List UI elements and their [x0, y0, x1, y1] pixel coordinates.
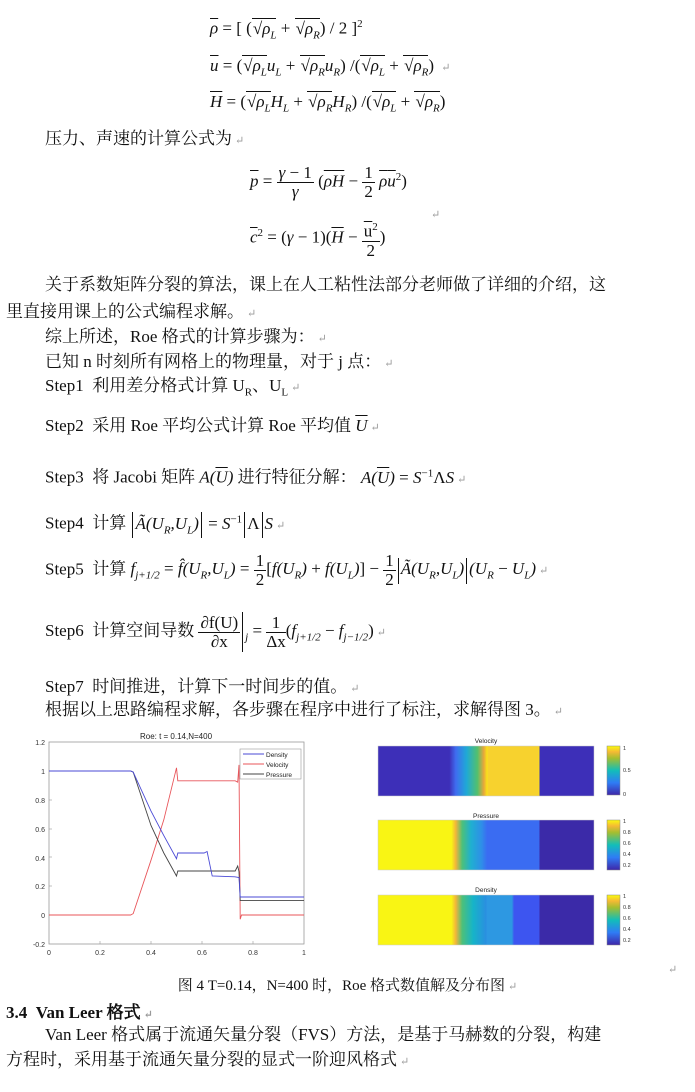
- step-3: Step3 将 Jacobi 矩阵 $A(\overline{U})$ 进行特征分解： $A(\overline{U}) = S^{-1}\Lambda S$ ↵: [45, 467, 467, 487]
- equation-H-bar: $\overline{H}$ = ( √ $\rho_LH_L$ + √ $\rho_RH_R$) /( √ $\rho_L$ + √ $\rho_R$): [210, 92, 445, 114]
- return-mark: ↵: [441, 62, 451, 74]
- y-axis-ticks: [33, 740, 45, 949]
- svg-text:0.4: 0.4: [35, 856, 45, 863]
- legend-pressure: Pressure: [266, 772, 293, 779]
- section-heading: 3.4 Van Leer 格式 ↵: [6, 1003, 153, 1022]
- colorbar-pressure: [607, 819, 631, 870]
- step-4: Step4 计算 $Ã(U_R,U_L) = S^{-1}$ Λ S ↵: [45, 513, 286, 537]
- svg-text:0.2: 0.2: [95, 950, 105, 957]
- svg-text:-0.2: -0.2: [32, 942, 45, 949]
- equation-p-bar: $\overline{p}$ = $\frac{\gamma - 1}{\gamma}$ ($\overline{\rho}\overline{H}$ − $\frac{1}{2}$ $\overline{\rho}\overline{u}^2$): [250, 163, 407, 201]
- chart-title: Roe: t = 0.14,N=400: [139, 732, 213, 741]
- roe-line-chart: [0, 728, 330, 960]
- svg-text:0.4: 0.4: [623, 927, 631, 933]
- svg-text:0: 0: [623, 792, 627, 798]
- return-mark: ↵: [431, 209, 441, 221]
- svg-text:0.4: 0.4: [623, 852, 631, 858]
- svg-text:1: 1: [623, 746, 627, 752]
- svg-text:1.2: 1.2: [35, 740, 45, 747]
- step-2: Step2 采用 Roe 平均公式计算 Roe 平均值 $\overline{U}$ ↵: [45, 416, 380, 435]
- colorbar-velocity: [607, 746, 631, 798]
- svg-text:0.4: 0.4: [146, 950, 156, 957]
- paragraph-vanleer-line1: Van Leer 格式属于流通矢量分裂（FVS）方法，是基于马赫数的分裂，构建: [45, 1025, 602, 1044]
- svg-text:1: 1: [302, 950, 306, 957]
- figure-caption: 图 4 T=0.14，N=400 时，Roe 格式数值解及分布图 ↵: [177, 978, 518, 994]
- svg-text:0.8: 0.8: [623, 905, 631, 911]
- heatmap-pressure: [378, 813, 594, 870]
- paragraph-result: 根据以上思路编程求解，各步骤在程序中进行了标注，求解得图 3。 ↵: [45, 700, 563, 719]
- svg-text:0: 0: [47, 950, 51, 957]
- heatmaps-figure: [370, 728, 660, 953]
- step-1: Step1 利用差分格式计算 $U_R$、$U_L$ ↵: [45, 376, 301, 399]
- svg-text:0.8: 0.8: [35, 798, 45, 805]
- paragraph-split-line1: 关于系数矩阵分裂的算法，课上在人工粘性法部分老师做了详细的介绍，这: [45, 275, 606, 294]
- return-mark: ↵: [668, 964, 678, 976]
- svg-text:1: 1: [41, 769, 45, 776]
- x-axis-ticks: [47, 950, 306, 957]
- equation-u-bar: $\overline{u}$ = ( √ $\rho_Lu_L$ + √ $\rho_Ru_R$) /( √ $\rho_L$ + √ $\rho_R$) ↵: [210, 56, 451, 78]
- svg-text:0: 0: [41, 913, 45, 920]
- paragraph-split-line2: 里直接用课上的公式编程求解。 ↵: [6, 302, 257, 321]
- paragraph-known: 已知 n 时刻所有网格上的物理量，对于 j 点： ↵: [45, 352, 394, 371]
- svg-text:0.6: 0.6: [623, 841, 631, 847]
- heatmap-density: [378, 887, 594, 945]
- legend-velocity: Velocity: [266, 762, 289, 769]
- step-6: Step6 计算空间导数 $\frac{\partial f(U)}{\partial x}$ $_j$ = $\frac{1}{\Delta x}$ $(f_{j+1/2} - f_{j-1/2})$ ↵: [45, 612, 386, 651]
- step-7: Step7 时间推进，计算下一时间步的值。 ↵: [45, 677, 360, 696]
- svg-text:0.6: 0.6: [623, 916, 631, 922]
- svg-text:1: 1: [623, 894, 627, 900]
- svg-text:0.6: 0.6: [35, 827, 45, 834]
- svg-text:0.5: 0.5: [623, 768, 631, 774]
- svg-text:Density: Density: [475, 887, 497, 894]
- svg-text:0.2: 0.2: [623, 938, 631, 944]
- legend-density: Density: [266, 752, 288, 759]
- svg-text:0.2: 0.2: [35, 884, 45, 891]
- svg-text:0.6: 0.6: [197, 950, 207, 957]
- paragraph-vanleer-line2: 方程时，采用基于流通矢量分裂的显式一阶迎风格式 ↵: [6, 1050, 410, 1069]
- svg-text:0.8: 0.8: [248, 950, 258, 957]
- paragraph-summary: 综上所述，Roe 格式的计算步骤为： ↵: [45, 327, 327, 346]
- svg-text:Pressure: Pressure: [472, 813, 500, 820]
- step-5: Step5 计算 $f_{j+1/2}$ = $f̂(U_R,U_L)$ = $\frac{1}{2}$ $[f(U_R) + f(U_L)]$ − $\frac{1}{2}$ $Ã(U_R,U_L) (U_R - U_L)$ ↵: [45, 551, 549, 589]
- paragraph-pressure-intro: 压力、声速的计算公式为 ↵: [45, 129, 245, 148]
- equation-rho-bar: $\overline{\rho}$ = [ ( √ $\rho_L$ + √ $\rho_R) / 2$ ]$^2$: [210, 18, 363, 41]
- svg-text:0.8: 0.8: [623, 830, 631, 836]
- svg-text:0.2: 0.2: [623, 863, 631, 869]
- colorbar-density: [607, 894, 631, 945]
- svg-text:Velocity: Velocity: [474, 738, 498, 745]
- equation-c-bar: $\overline{c}^2 = (\gamma - 1)(\overline{H}$ − $\frac{\overline{u}^2}{2}$ ): [250, 218, 385, 260]
- chart-legend: [240, 749, 301, 779]
- heatmap-velocity: [378, 738, 594, 796]
- svg-text:1: 1: [623, 819, 627, 825]
